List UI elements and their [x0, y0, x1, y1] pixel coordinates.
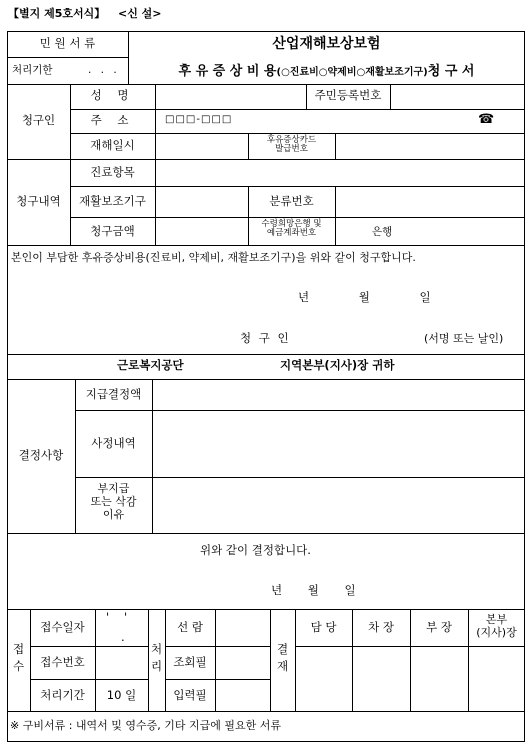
denial-reason-line3: 이유: [102, 508, 125, 522]
form-type: <신 설>: [118, 7, 162, 20]
receipt-date-dot1: ': [106, 610, 110, 624]
agency-branch: 지역본부(지사)장 귀하: [280, 358, 395, 372]
branch-head-line1: 본부: [485, 613, 508, 626]
bank-account-label-line2: 예금계좌번호: [266, 227, 317, 238]
subtitle-options: (○진료비○약제비○재활보조기구): [276, 67, 428, 78]
rehab-device-field[interactable]: [156, 187, 248, 217]
inquiry-field[interactable]: [216, 647, 270, 679]
receipt-number-label: 접수번호: [40, 655, 85, 669]
approval-section-text: 결재: [276, 642, 289, 674]
card-number-label: [248, 136, 335, 154]
claim-section-label: 청구내역: [16, 194, 61, 208]
decision-amount-label: 지급결정액: [85, 387, 142, 401]
decision-section-label: 결정사항: [18, 448, 64, 462]
card-number-field[interactable]: [336, 134, 525, 159]
approval-deputy-sign[interactable]: [353, 647, 410, 711]
input-field[interactable]: [216, 680, 270, 711]
view-label: 선 람: [177, 620, 203, 634]
review-details-field[interactable]: [153, 411, 525, 477]
handling-section-label: [148, 641, 165, 676]
required-documents-note: ※ 구비서류 : 내역서 및 영수증, 기타 지급에 필요한 서류: [10, 719, 282, 732]
denial-reason-label: [75, 482, 152, 522]
decision-date[interactable]: 년 월 일: [271, 583, 356, 597]
subtitle-main: 후 유 증 상 비 용: [178, 64, 277, 79]
bank-account-label-line1: 수령희망은행 및: [261, 219, 322, 229]
receipt-date-label: 접수일자: [40, 620, 85, 634]
receipt-date-field[interactable]: [96, 610, 148, 646]
receipt-number-field[interactable]: [96, 647, 148, 679]
approval-branch-head-label: [468, 613, 525, 639]
processing-period-value: 10 일: [106, 688, 137, 702]
claim-amount-field[interactable]: [156, 218, 248, 245]
review-details-label: 사정내역: [91, 436, 136, 450]
treatment-field[interactable]: [156, 160, 525, 186]
approval-section-label: [270, 641, 295, 676]
approval-branch-head-sign[interactable]: [469, 647, 525, 711]
name-label: 성 명: [90, 88, 135, 102]
accident-date-label: 재해일시: [90, 138, 135, 152]
decision-amount-field[interactable]: [153, 380, 525, 410]
approval-deputy-label: 차 장: [368, 620, 394, 634]
input-label: 입력필: [173, 688, 207, 702]
claim-amount-label: 청구금액: [90, 224, 135, 238]
processing-period-label: 처리기간: [40, 688, 85, 702]
bank-account-field[interactable]: [405, 218, 525, 245]
form-number: 【별지 제5호서식】: [8, 7, 106, 20]
claim-statement: 본인이 부담한 후유증상비용(진료비, 약제비, 재활보조기구)을 위와 같이 청구합니다.: [11, 251, 416, 264]
bank-account-label: [248, 220, 335, 238]
subtitle-claim: 청 구 서: [427, 64, 475, 79]
receipt-section-text: 접수: [12, 642, 25, 674]
class-number-label: 분류번호: [269, 194, 314, 208]
processing-deadline-label: 처리기한: [12, 64, 53, 76]
name-field[interactable]: [156, 85, 306, 109]
denial-reason-field[interactable]: [153, 478, 525, 533]
class-number-field[interactable]: [336, 187, 525, 217]
agency-name: 근로복지공단: [117, 358, 184, 372]
receipt-date-dot2: ': [124, 610, 128, 624]
rrn-label: 주민등록번호: [314, 88, 382, 102]
signature-or-seal[interactable]: (서명 또는 날인): [424, 332, 504, 345]
rehab-device-label: 재활보조기구: [79, 194, 146, 208]
claimant-section-label: 청구인: [21, 113, 56, 127]
form-subtitle: [128, 62, 525, 78]
rrn-field[interactable]: [391, 85, 525, 109]
approval-staff-sign[interactable]: [296, 647, 352, 711]
receipt-section-label: [7, 641, 30, 676]
accident-date-field[interactable]: [156, 134, 248, 159]
denial-reason-line1: 부지급: [97, 482, 130, 495]
handling-section-text: 처리: [150, 642, 163, 674]
card-number-label-line1: 후유증상카드: [266, 135, 317, 145]
civil-document-label: 민 원 서 류: [39, 36, 96, 50]
processing-deadline-value[interactable]: . . .: [88, 64, 120, 76]
form-title: 산업재해보상보험: [272, 36, 381, 52]
approval-dept-head-label: 부 장: [426, 620, 452, 634]
view-field[interactable]: [216, 610, 270, 646]
receipt-date-dot3: .: [121, 630, 125, 644]
denial-reason-line2: 또는 삭감: [90, 495, 137, 509]
treatment-label: 진료항목: [90, 165, 135, 179]
inquiry-label: 조회필: [173, 655, 207, 669]
claimant-signature-label: 청 구 인: [240, 331, 291, 345]
address-label: 주 소: [90, 113, 135, 127]
bank-suffix: 은행: [372, 226, 393, 238]
decision-confirmation: 위와 같이 결정합니다.: [200, 543, 311, 557]
address-field[interactable]: □□□-□□□: [165, 114, 233, 125]
claim-date[interactable]: 년 월 일: [298, 290, 431, 304]
approval-staff-label: 담 당: [310, 620, 337, 634]
phone-icon: ☎: [478, 112, 495, 127]
approval-dept-head-sign[interactable]: [411, 647, 468, 711]
branch-head-line2: (지사)장: [476, 626, 517, 640]
card-number-label-line2: 발급번호: [275, 143, 308, 154]
